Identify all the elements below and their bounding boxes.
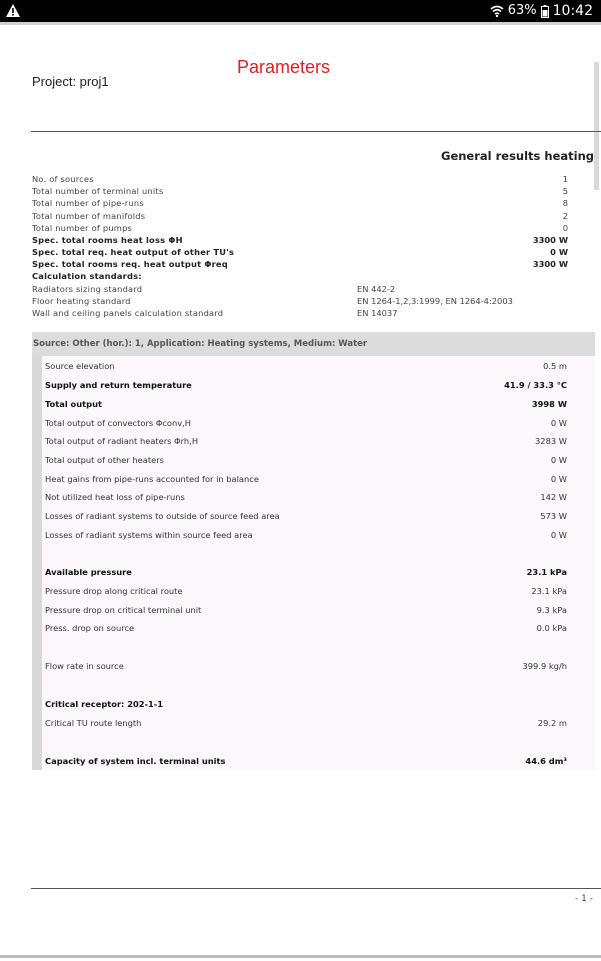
source-row-label: Flow rate in source: [45, 661, 124, 671]
top-divider: [0, 22, 601, 25]
wifi-icon: [490, 5, 504, 17]
warning-icon: [6, 4, 20, 17]
source-row-label: Available pressure: [45, 567, 132, 577]
status-bar: [0, 0, 601, 22]
source-margin: [32, 356, 42, 770]
source-row-value: 0 W: [550, 455, 567, 465]
source-heading-text: Source: Other (hor.): 1, Application: Heating systems, Medium: Water: [33, 339, 368, 349]
summary-value: 0 W: [550, 247, 568, 257]
source-row-label: Capacity of system incl. terminal units: [45, 756, 226, 766]
standard-label: Radiators sizing standard: [32, 284, 143, 294]
standards-heading: Calculation standards:: [32, 271, 142, 281]
source-row-label: Total output of radiant heaters Φrh,H: [45, 436, 199, 446]
standard-label: Floor heating standard: [32, 296, 131, 306]
source-row-label: Losses of radiant systems to outside of source feed area: [45, 511, 280, 521]
standard-label: Wall and ceiling panels calculation standard: [32, 308, 224, 318]
source-row-value: 0.5 m: [543, 361, 567, 371]
source-row-value: 29.2 m: [537, 718, 567, 728]
source-row-label: Press. drop on source: [45, 623, 135, 633]
battery-percent: 63%: [507, 3, 537, 18]
source-row-label: Heat gains from pipe-runs accounted for in balance: [45, 474, 259, 484]
summary-value: 2: [562, 211, 568, 221]
source-row-label: Losses of radiant systems within source feed area: [45, 530, 253, 540]
footer-rule: [31, 888, 601, 889]
source-row-value: 44.6 dm³: [525, 756, 567, 766]
summary-label: Total number of manifolds: [32, 211, 146, 221]
summary-label: Total number of pumps: [32, 223, 133, 233]
source-row-value: 0 W: [550, 474, 567, 484]
source-row-label: Not utilized heat loss of pipe-runs: [45, 492, 185, 502]
header-rule: [31, 131, 601, 132]
summary-label: Total number of terminal units: [32, 186, 164, 196]
source-heading: [32, 332, 595, 356]
source-row-value: 142 W: [540, 492, 567, 502]
bottom-divider: [0, 955, 601, 958]
source-row-value: 9.3 kPa: [536, 605, 567, 615]
summary-label: Total number of pipe-runs: [32, 198, 144, 208]
project-name: Project: proj1: [32, 74, 109, 89]
summary-value: 0: [562, 223, 568, 233]
page-title: Parameters: [237, 57, 331, 77]
source-row-value: 41.9 / 33.3 °C: [504, 380, 567, 390]
source-row-label: Pressure drop on critical terminal unit: [45, 605, 202, 615]
source-row-value: 0 W: [550, 530, 567, 540]
source-row-value: 573 W: [540, 511, 567, 521]
status-right: [490, 2, 593, 20]
critical-receptor: Critical receptor: 202-1-1: [45, 699, 164, 709]
source-row-label: Total output of convectors Φconv,H: [45, 418, 192, 428]
source-row-label: Critical TU route length: [45, 718, 142, 728]
summary-value: 3300 W: [532, 235, 568, 245]
source-row-value: 0.0 kPa: [536, 623, 567, 633]
source-row-label: Total output of other heaters: [45, 455, 164, 465]
summary-label: Spec. total rooms heat loss ΦH: [32, 235, 183, 245]
source-row-value: 23.1 kPa: [526, 567, 567, 577]
summary-value: 8: [562, 198, 568, 208]
clock: 10:42: [552, 3, 593, 19]
source-row-label: Supply and return temperature: [45, 380, 192, 390]
source-row-label: Pressure drop along critical route: [45, 586, 183, 596]
source-row-value: 23.1 kPa: [531, 586, 567, 596]
summary-value: 3300 W: [532, 259, 568, 269]
summary-value: 5: [562, 186, 568, 196]
page-number: - 1 -: [575, 894, 593, 904]
standard-value: EN 14037: [357, 308, 398, 318]
source-row-value: 3283 W: [535, 436, 567, 446]
summary-label: Spec. total req. heat output of other TU's: [32, 247, 235, 257]
summary-label: Spec. total rooms req. heat output Φreq: [32, 259, 228, 269]
source-row-value: 399.9 kg/h: [522, 661, 567, 671]
battery-icon: [541, 5, 549, 18]
source-row-label: Source elevation: [45, 361, 115, 371]
summary-label: No. of sources: [32, 174, 94, 184]
scrollbar[interactable]: [594, 62, 599, 190]
source-row-value: 0 W: [550, 418, 567, 428]
general-results-title: General results heating: [441, 149, 594, 163]
source-row-label: Total output: [45, 399, 102, 409]
summary-value: 1: [562, 174, 568, 184]
source-row-value: 3998 W: [531, 399, 567, 409]
standard-value: EN 1264-1,2,3:1999, EN 1264-4:2003: [357, 296, 513, 306]
standard-value: EN 442-2: [357, 284, 396, 294]
